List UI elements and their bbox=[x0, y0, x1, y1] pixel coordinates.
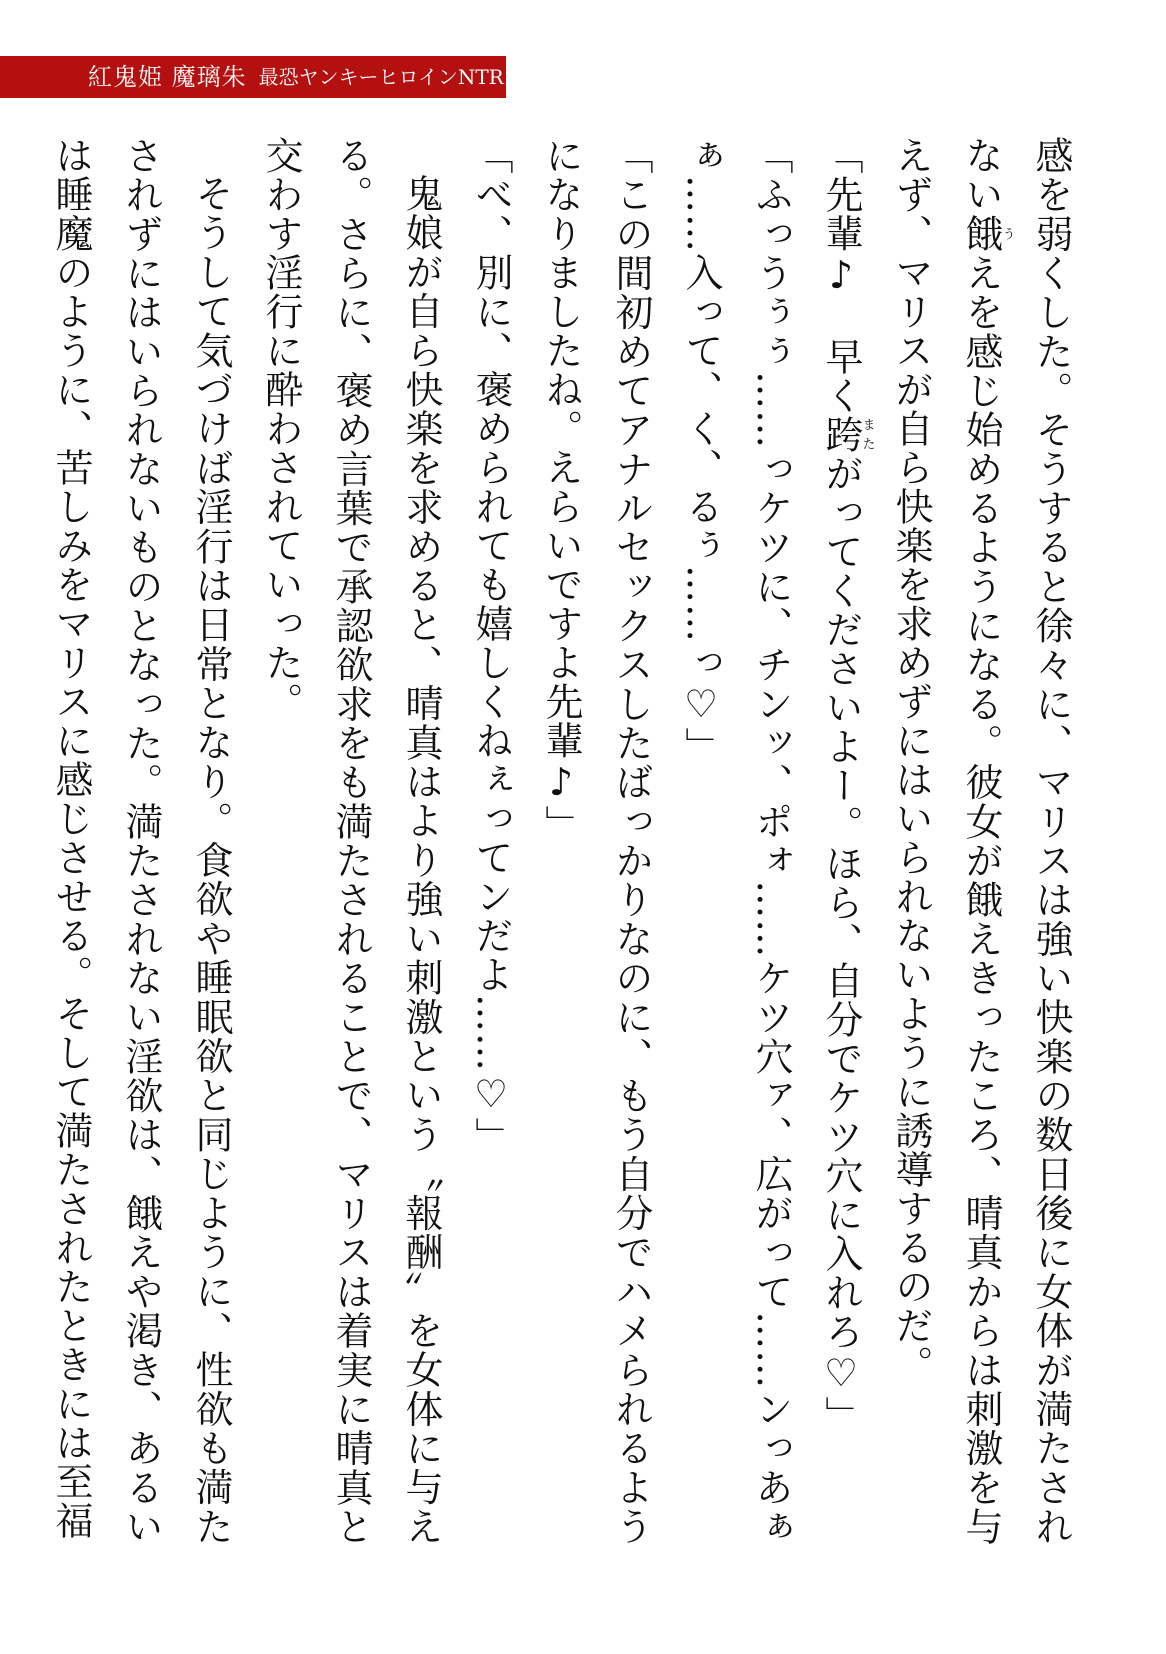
text-run: えを感じ始めるようになる。彼女が餓えきったころ、晴真からは刺激を与えず、マリスが自ら快楽を求めずにはいられないように誘導するのだ。 bbox=[889, 136, 1003, 1547]
ruby-base: 餓 bbox=[959, 214, 1003, 254]
paragraph bbox=[526, 136, 666, 1546]
book-subtitle: 最恐ヤンキーヒロインNTR bbox=[258, 65, 504, 89]
text-run: 感を弱くした。そうすると徐々に、マリスは強い快楽の数日後に女体が満たされない bbox=[959, 136, 1073, 1546]
book-title: 紅鬼姫 魔璃朱 bbox=[88, 63, 247, 91]
page-body-text bbox=[49, 136, 1086, 1547]
text-run: 鬼娘が自ら快楽を求めると、晴真はより強い刺激という〝報酬〟を女体に与える。さらに、褒め言葉で承認欲求をも満たされることで、マリスは着実に晴真と交わす淫行に酔わされていった。 bbox=[259, 136, 443, 1546]
paragraph bbox=[876, 136, 1086, 1546]
text-run: 「ふっうぅぅ……っケツに、チンッ、ポォ……ケツ穴ァ、広がって……ンっあぁぁ……入って、く、るぅ……っ♡」 bbox=[679, 136, 793, 1546]
text-run: 「この間初めてアナルセックスしたばっかりなのに、もう自分でハメられるようになりましたね。えらいですよ先輩♪」 bbox=[539, 136, 653, 1546]
ruby-annotation bbox=[819, 415, 875, 454]
paragraph bbox=[456, 136, 526, 1546]
ruby-reading: う bbox=[999, 214, 1015, 254]
ruby-reading: また bbox=[859, 415, 875, 454]
paragraph bbox=[246, 136, 456, 1546]
paragraph bbox=[806, 136, 876, 1546]
paragraph bbox=[666, 136, 806, 1546]
ruby-base: 跨 bbox=[819, 415, 863, 454]
text-run: そうして気づけば淫行は日常となり。食欲や睡眠欲と同じように、性欲も満たされずにはいられないものとなった。満たされない淫欲は、餓えや渇き、あるいは睡魔のように、苦しみをマリスに感じさせる。そして満たされたときには至福 bbox=[49, 136, 233, 1546]
paragraph bbox=[36, 136, 246, 1546]
text-run: がってくださいよー。ほら、自分でケツ穴に入れろ♡」 bbox=[819, 454, 863, 1435]
text-run: 「べ、別に、褒められても嬉しくねぇってンだよ……♡」 bbox=[469, 136, 513, 1156]
ruby-annotation bbox=[959, 214, 1015, 254]
header-band bbox=[0, 56, 506, 98]
text-run: 「先輩♪ 早く bbox=[819, 136, 863, 415]
